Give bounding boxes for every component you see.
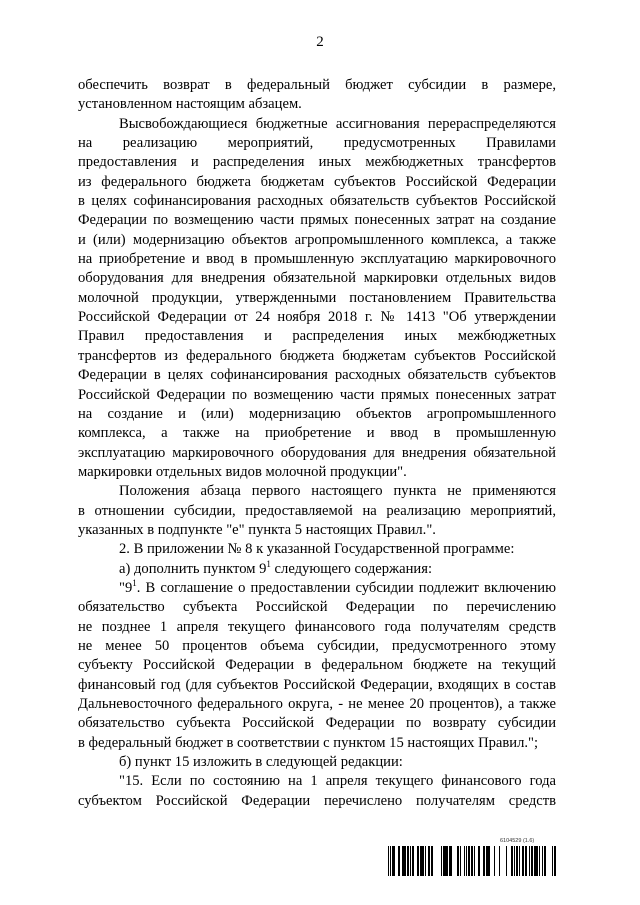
text-line-content: в отношении субсидии, предоставляемой на реализацию мероприятий,: [78, 502, 556, 519]
text-line-content: Правил предоставления и распределения иных межбюджетных: [78, 328, 556, 345]
barcode-bar: [531, 846, 532, 876]
text-line-content: из федерального бюджета бюджетам субъектов Российской Федерации: [78, 173, 556, 190]
barcode-bar: [529, 846, 530, 876]
text-line: [78, 76, 556, 95]
barcode-bar: [516, 846, 518, 876]
text-line: [78, 134, 556, 153]
text-line-content: Дальневосточного федерального округа, - не менее 20 процентов), а также: [78, 696, 556, 712]
text-line: [78, 772, 556, 791]
text-line-content: в федеральный бюджет в соответствии с пунктом 15 настоящих Правил.";: [78, 734, 539, 751]
text-line-content: трансфертов из федерального бюджета бюджетам субъектов Российской: [78, 347, 556, 364]
text-line: [78, 656, 556, 675]
barcode-bar: [425, 846, 426, 876]
text-line: [78, 424, 556, 443]
text-line-content: обязательство субъекта Российской Федерации по перечислению: [78, 599, 556, 616]
text-line-content: субъектом Российской Федерации перечислено получателям средств: [78, 792, 556, 809]
text-line: [78, 598, 556, 617]
text-line-continuation: . В соглашение о предоставлении субсидии подлежит включению: [136, 579, 556, 596]
barcode-bar: [422, 846, 424, 876]
barcode-bar: [545, 846, 546, 876]
text-line-content: в целях софинансирования расходных обязательств субъектов Российской: [78, 193, 556, 210]
barcode-bar: [464, 846, 465, 876]
text-line-content: не позднее 1 апреля текущего финансового года получателям средств: [78, 618, 556, 635]
text-line-content: "15. Если по состоянию на 1 апреля текущего финансового года: [119, 773, 556, 790]
barcode-bar: [388, 846, 389, 876]
text-line-content: указанных в подпункте "е" пункта 5 настоящих Правил.".: [78, 521, 436, 538]
barcode-bar: [478, 846, 480, 876]
text-line: [78, 463, 556, 482]
barcode-bar: [441, 846, 442, 876]
superscript: 1: [266, 558, 271, 569]
barcode-bar: [506, 846, 507, 876]
barcode-bar: [444, 846, 446, 876]
text-line-content: Федерации по возмещению части прямых понесенных затрат на создание: [78, 212, 556, 229]
text-line: [78, 308, 556, 327]
text-line-content: 2. В приложении № 8 к указанной Государственной программе:: [119, 541, 515, 558]
text-line-content: "9: [119, 579, 133, 596]
barcode-bar: [390, 846, 391, 876]
barcode-bar: [447, 846, 448, 876]
text-line-content: предоставления и распределения иных межбюджетных трансфертов: [78, 154, 556, 171]
text-line: [78, 618, 556, 637]
text-line: [78, 753, 556, 772]
barcode-bar: [431, 846, 432, 876]
barcode-bar: [483, 846, 484, 876]
barcode-bar: [449, 846, 450, 876]
text-line-content: обязательство субъекта Российской Федерации по возврату субсидии: [78, 715, 556, 732]
text-line-content: Высвобождающиеся бюджетные ассигнования перераспределяются: [119, 115, 556, 132]
text-line-content: на приобретение и ввод в промышленную эксплуатацию маркировочного: [78, 251, 556, 268]
text-line-content: Российской Федерации от 24 ноября 2018 г. № 1413 "Об утверждении: [78, 309, 556, 326]
text-line: [78, 231, 556, 250]
barcode-bar: [511, 846, 513, 876]
text-line-content: на реализацию мероприятий, предусмотренных Правилами: [78, 135, 556, 152]
text-line: [78, 95, 556, 114]
barcode-bar: [450, 846, 452, 876]
text-line: [78, 676, 556, 695]
text-line-content: оборудования для внедрения обязательной маркировки отдельных видов: [78, 270, 556, 287]
text-line: [78, 327, 556, 346]
barcode-bar: [542, 846, 543, 876]
text-line: [78, 637, 556, 656]
barcode-label: 6104529 (1.6): [500, 838, 535, 844]
barcode-bar: [466, 846, 467, 876]
barcode-bar: [420, 846, 422, 876]
text-line: [78, 540, 556, 559]
barcode-bar: [402, 846, 403, 876]
text-line: [78, 192, 556, 211]
text-line: [78, 269, 556, 288]
page-number: 2: [316, 34, 324, 50]
barcode-bar: [514, 846, 515, 876]
superscript: 1: [132, 577, 137, 588]
text-line: [78, 153, 556, 172]
barcode-bar: [552, 846, 553, 876]
text-line-content: на создание и (или) модернизацию объектов агропромышленного: [78, 405, 556, 422]
text-line-content: не менее 50 процентов объема субсидии, предусмотренного этому: [78, 637, 556, 654]
barcode-bar: [460, 846, 461, 876]
document-body: [78, 76, 556, 811]
barcode-bar: [522, 846, 524, 876]
text-line: [78, 734, 556, 753]
text-line-content: маркировки отдельных видов молочной продукции".: [78, 463, 407, 480]
barcode-bar: [539, 846, 540, 876]
text-line: [78, 714, 556, 733]
barcode-bar: [469, 846, 470, 876]
text-line: [78, 792, 556, 811]
barcode-bar: [468, 846, 469, 876]
barcode-bar: [398, 846, 400, 876]
barcode-bar: [534, 846, 536, 876]
text-line: [78, 444, 556, 463]
barcode-bar: [474, 846, 475, 876]
barcode-bar: [457, 846, 459, 876]
barcode-bar: [554, 846, 556, 876]
barcode-bar: [407, 846, 409, 876]
text-line-content: Федерации в целях софинансирования расходных обязательств субъектов: [78, 367, 556, 384]
barcode-bar: [403, 846, 404, 876]
text-line-content: и (или) модернизацию объектов агропромышленного комплекса, а также: [78, 231, 556, 248]
barcode-bar: [536, 846, 538, 876]
text-line-content: финансовый год (для субъектов Российской Федерации, входящих в состав: [78, 676, 556, 693]
text-line-content: б) пункт 15 изложить в следующей редакции:: [119, 754, 403, 771]
barcode-bar: [412, 846, 414, 876]
text-line: [78, 347, 556, 366]
barcode-bar: [404, 846, 406, 876]
text-line-content: эксплуатацию маркировочного оборудования для внедрения обязательной: [78, 444, 556, 461]
text-line: [78, 289, 556, 308]
barcode-bar: [544, 846, 545, 876]
barcode-bar: [499, 846, 500, 876]
text-line-content: обеспечить возврат в федеральный бюджет субсидии в размере,: [78, 77, 556, 93]
barcode-bar: [532, 846, 533, 876]
text-line-continuation: следующего содержания:: [270, 560, 433, 577]
barcode-bar: [432, 846, 433, 876]
barcode-bar: [488, 846, 490, 876]
text-line-content: молочной продукции, утвержденными постановлением Правительства: [78, 289, 556, 306]
barcode-bar: [525, 846, 527, 876]
barcode-bar: [393, 846, 395, 876]
barcode-bar: [446, 846, 447, 876]
text-line: [78, 695, 556, 714]
barcode-bar: [519, 846, 520, 876]
text-line-content: комплекса, а также на приобретение и ввод в промышленную: [78, 425, 556, 442]
barcode-bar: [471, 846, 473, 876]
text-line-content: а) дополнить пунктом 9: [119, 560, 267, 577]
barcode-bar: [428, 846, 430, 876]
barcode-bar: [410, 846, 411, 876]
text-line-content: Российской Федерации по возмещению части прямых понесенных затрат: [78, 386, 556, 403]
text-line-content: Положения абзаца первого настоящего пункта не применяются: [119, 483, 556, 500]
text-line: [78, 502, 556, 521]
barcode-bar: [392, 846, 393, 876]
text-line: [78, 173, 556, 192]
text-line: [78, 250, 556, 269]
barcode-bar: [484, 846, 485, 876]
text-line: [78, 211, 556, 230]
text-line: [78, 560, 556, 579]
text-line: [78, 521, 556, 540]
text-line: [78, 386, 556, 405]
barcode-bar: [486, 846, 487, 876]
barcode-bar: [487, 846, 488, 876]
text-line-content: установленном настоящим абзацем.: [78, 96, 302, 113]
text-line-content: субъекту Российской Федерации в федеральном бюджете на текущий: [78, 657, 556, 674]
text-line: [78, 115, 556, 134]
barcode-bar: [494, 846, 495, 876]
text-line: [78, 482, 556, 501]
barcode-image: [388, 846, 558, 876]
barcode-bar: [443, 846, 444, 876]
text-line: [78, 366, 556, 385]
text-line: [78, 405, 556, 424]
text-line: [78, 579, 556, 598]
barcode-bar: [417, 846, 419, 876]
